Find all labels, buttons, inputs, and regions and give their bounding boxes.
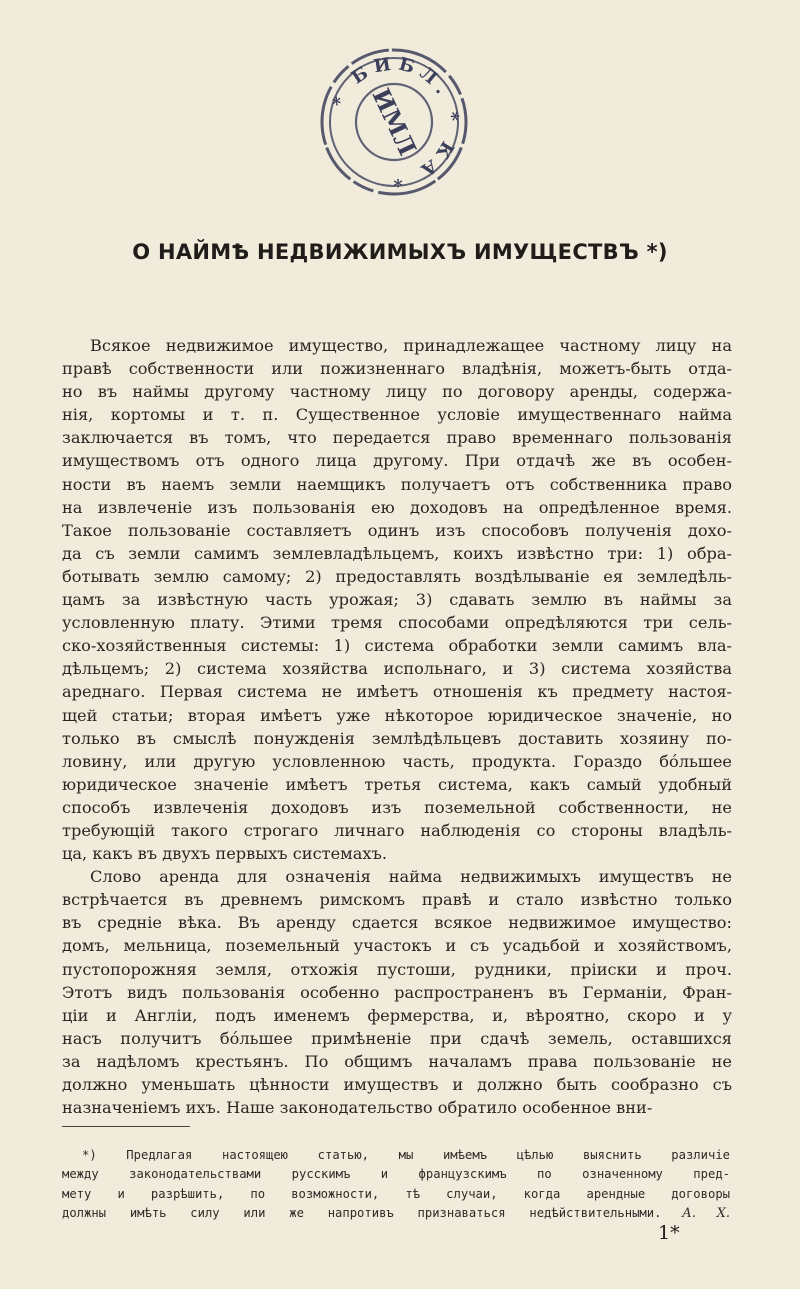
footnote <box>62 1146 730 1224</box>
body-line: насъ получитъ бóльшее примѣненіе при сдачѣ земель, оставшихся <box>62 1028 732 1048</box>
stamp-center-text: ИМЛ <box>366 83 423 160</box>
page-number: 1* <box>658 1222 680 1244</box>
footnote-line: *) Предлагая настоящею статью, мы имѣемъ цѣлью выяснить различіе <box>82 1148 730 1162</box>
body-line: правѣ собственности или пожизненнаго владѣнія, можетъ-быть отда- <box>62 359 732 379</box>
body-line: юридическое значеніе имѣетъ третья система, какъ самый удобный <box>62 774 732 794</box>
footnote-rule <box>62 1126 190 1127</box>
body-line: но въ наймы другому частному лицу по договору аренды, содержа- <box>62 382 732 402</box>
body-line: ности въ наемъ земли наемщикъ получаетъ отъ собственника право <box>62 474 732 494</box>
body-line: Такое пользованіе составляетъ одинъ изъ способовъ полученія дохо- <box>62 520 732 540</box>
footnote-line: должны имѣть силу или же напротивъ признаваться недѣйствительными. А. Х. <box>62 1206 730 1222</box>
body-line: ботывать землю самому; 2) предоставлять воздѣлываніе ея земледѣль- <box>62 566 732 586</box>
body-line: условленную плату. Этими тремя способами опредѣляются три сель- <box>62 613 732 633</box>
article-title: О НАЙМѢ НЕДВИЖИМЫХЪ ИМУЩЕСТВЪ *) <box>132 240 668 264</box>
body-line: дѣльцемъ; 2) система хозяйства испольнаго, и 3) система хозяйства <box>62 659 732 679</box>
body-line: имуществомъ отъ одного лица другому. При отдачѣ же въ особен- <box>62 451 732 471</box>
footnote-line: мету и разрѣшить, по возможности, тѣ случаи, когда арендные договоры <box>62 1186 730 1201</box>
body-line: за надѣломъ крестьянъ. По общимъ началамъ права пользованіе не <box>62 1051 732 1071</box>
body-line: ско-хозяйственныя системы: 1) система обработки земли самимъ вла- <box>62 636 732 656</box>
body-line: ціи и Англіи, подъ именемъ фермерства, и, вѣроятно, скоро и у <box>62 1005 732 1025</box>
body-line: требующій такого строгаго личнаго наблюденія со стороны владѣль- <box>62 820 732 840</box>
body-line: встрѣчается въ древнемъ римскомъ правѣ и стало извѣстно только <box>62 890 732 910</box>
stamp-ring-text: * БИБЛ. * КА * <box>328 53 463 191</box>
body-line: ца, какъ въ двухъ первыхъ системахъ. <box>62 844 387 864</box>
body-line: Слово аренда для означенія найма недвижимыхъ имуществъ не <box>90 867 732 887</box>
body-line: заключается въ томъ, что передается право временнаго пользованія <box>62 428 732 448</box>
library-stamp <box>318 46 470 198</box>
body-line: только въ смыслѣ понужденія землѣдѣльцевъ доставить хозяину по- <box>62 728 732 748</box>
body-line: нія, кортомы и т. п. Существенное условіе имущественнаго найма <box>62 405 732 425</box>
body-line: цамъ за извѣстную часть урожая; 3) сдавать землю въ наймы за <box>62 590 732 610</box>
article-body <box>62 334 732 1119</box>
body-line: ареднаго. Первая система не имѣетъ отношенія къ предмету настоя- <box>62 682 732 702</box>
body-line: ловину, или другую условленною часть, продукта. Гораздо бóльшее <box>62 751 732 771</box>
footnote-line: между законодательствами русскимъ и французскимъ по означенному пред- <box>62 1167 730 1182</box>
body-line: домъ, мельница, поземельный участокъ и съ усадьбой и хозяйствомъ, <box>62 936 732 956</box>
body-line: на извлеченіе изъ пользованія ею доходовъ на опредѣленное время. <box>62 497 732 517</box>
body-line: пустопорожняя земля, отхожія пустоши, рудники, пріиски и проч. <box>62 959 732 979</box>
body-line: Этотъ видъ пользованія особенно распространенъ въ Германіи, Фран- <box>62 982 732 1002</box>
footnote-signature: А. Х. <box>661 1206 730 1222</box>
body-line: способъ извлеченія доходовъ изъ поземельной собственности, не <box>62 797 732 817</box>
body-line: въ средніе вѣка. Въ аренду сдается всякое недвижимое имущество: <box>62 913 732 933</box>
body-line: да съ земли самимъ землевладѣльцемъ, коихъ извѣстно три: 1) обра- <box>62 543 732 563</box>
body-line: назначеніемъ ихъ. Наше законодательство обратило особенное вни- <box>62 1098 653 1118</box>
body-line: Всякое недвижимое имущество, принадлежащее частному лицу на <box>90 336 732 355</box>
body-line: щей статьи; вторая имѣетъ уже нѣкоторое юридическое значеніе, но <box>62 705 732 725</box>
body-line: должно уменьшать цѣнности имуществъ и должно быть сообразно съ <box>62 1075 732 1094</box>
